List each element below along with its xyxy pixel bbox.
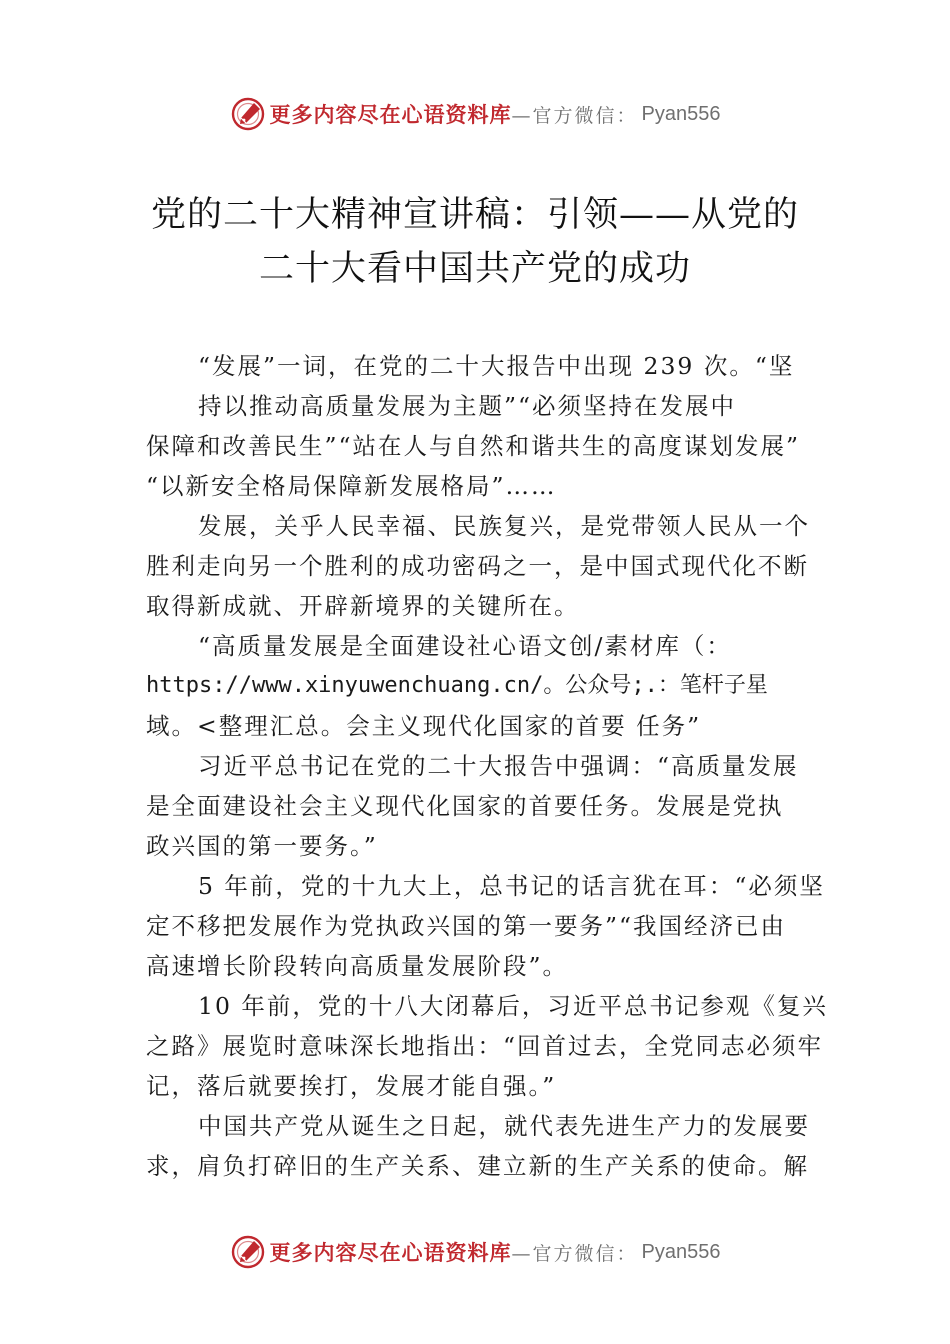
body-line: 发展，关乎人民幸福、民族复兴，是党带领人民从一个 bbox=[198, 512, 810, 540]
body-line: 取得新成就、开辟新境界的关键所在。 bbox=[146, 592, 580, 620]
body-line: 10 年前，党的十八大闭幕后，习近平总书记参观《复兴 bbox=[198, 992, 828, 1020]
body-line: 持以推动高质量发展为主题”“必须坚持在发展中 bbox=[198, 392, 737, 420]
body-line: 域。<整理汇总。会主义现代化国家的首要 任务” bbox=[146, 712, 702, 740]
footer-banner bbox=[0, 1230, 950, 1274]
body-line-url: https://www.xinyuwenchuang.cn/。公众号;.：笔杆子星 bbox=[146, 673, 768, 698]
document-title bbox=[80, 188, 870, 296]
body-line: “以新安全格局保障新发展格局”…… bbox=[146, 472, 557, 500]
pen-nib-logo-icon bbox=[230, 1234, 266, 1270]
body-line: “高质量发展是全面建设社心语文创/素材库（： bbox=[198, 632, 732, 660]
body-line: 是全面建设社会主义现代化国家的首要任务。发展是党执 bbox=[146, 792, 784, 820]
body-line: 习近平总书记在党的二十大报告中强调：“高质量发展 bbox=[198, 752, 799, 780]
body-line: “发展”一词，在党的二十大报告中出现 239 次。“坚 bbox=[198, 352, 795, 380]
header-banner bbox=[0, 92, 950, 136]
body-line: 5 年前，党的十九大上，总书记的话言犹在耳：“必须坚 bbox=[198, 872, 825, 900]
banner-brand-text: 更多内容尽在心语资料库 bbox=[269, 1240, 512, 1265]
banner-wechat-id: Pyan556 bbox=[641, 1240, 721, 1263]
banner-brand-text: 更多内容尽在心语资料库 bbox=[269, 102, 512, 127]
body-line: 定不移把发展作为党执政兴国的第一要务”“我国经济已由 bbox=[146, 912, 787, 940]
body-line: 胜利走向另一个胜利的成功密码之一，是中国式现代化不断 bbox=[146, 552, 809, 580]
banner-wechat-id: Pyan556 bbox=[641, 102, 721, 125]
body-line: 政兴国的第一要务。” bbox=[146, 832, 378, 860]
document-body bbox=[146, 346, 826, 1186]
body-line: 保障和改善民生”“站在人与自然和谐共生的高度谋划发展” bbox=[146, 432, 801, 460]
title-line-1: 党的二十大精神宣讲稿：引领——从党的 bbox=[150, 195, 799, 235]
body-line: 之路》展览时意味深长地指出：“回首过去，全党同志必须牢 bbox=[146, 1032, 824, 1060]
title-line-2: 二十大看中国共产党的成功 bbox=[258, 249, 691, 289]
banner-separator-text: —官方微信： bbox=[511, 1242, 638, 1265]
body-line: 高速增长阶段转向高质量发展阶段”。 bbox=[146, 952, 569, 980]
body-line: 求，肩负打碎旧的生产关系、建立新的生产关系的使命。解 bbox=[146, 1152, 809, 1180]
pen-nib-logo-icon bbox=[230, 96, 266, 132]
banner-separator-text: —官方微信： bbox=[511, 104, 638, 127]
body-line: 记，落后就要挨打，发展才能自强。” bbox=[146, 1072, 557, 1100]
body-line: 中国共产党从诞生之日起，就代表先进生产力的发展要 bbox=[198, 1112, 810, 1140]
